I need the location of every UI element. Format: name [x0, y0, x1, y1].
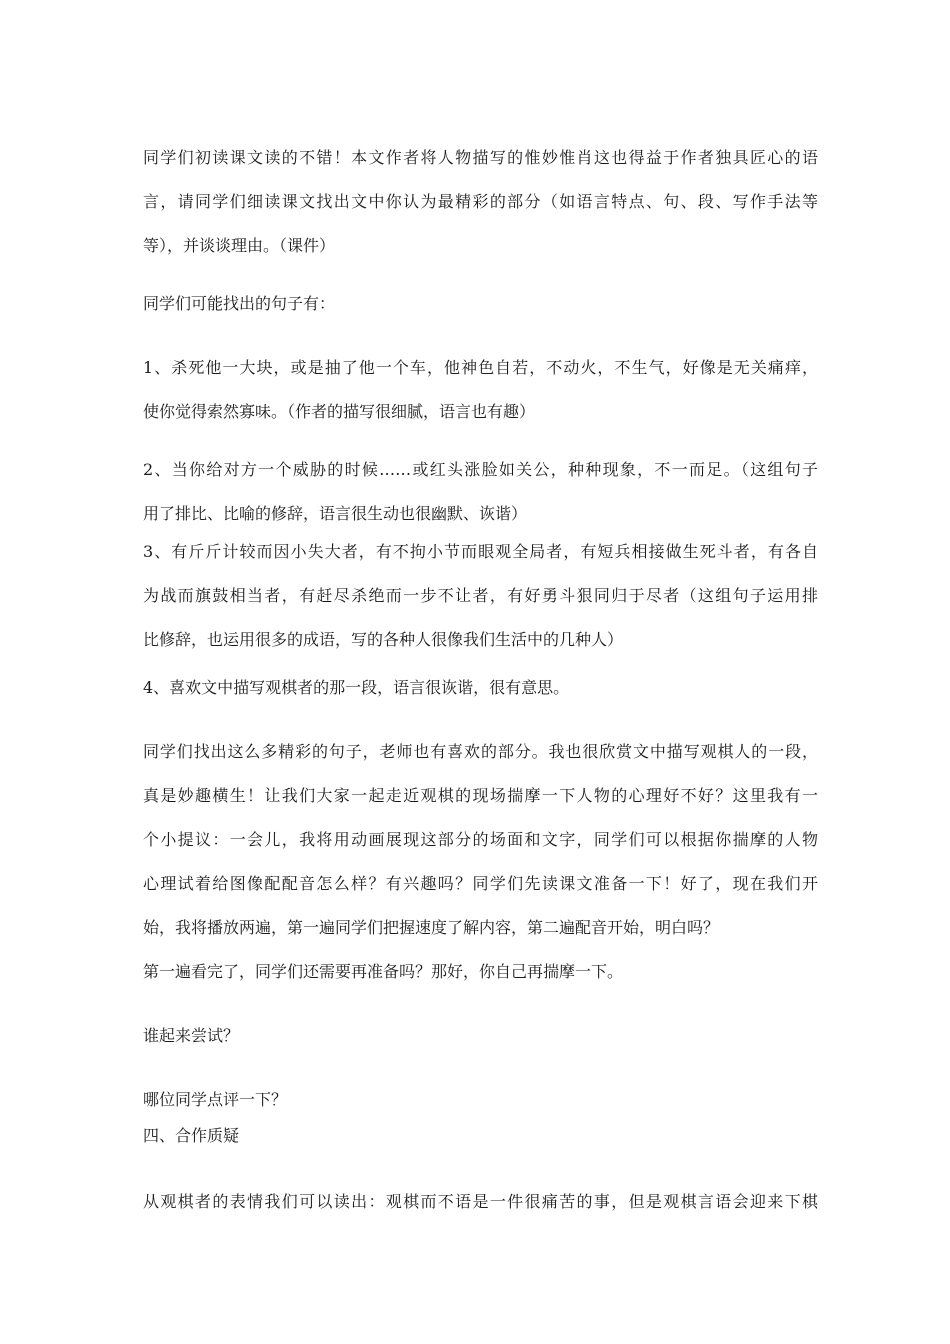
text-line: 4、喜欢文中描写观棋者的那一段，语言很诙谐，很有意思。 [143, 678, 570, 697]
text-line: 为战而旗鼓相当者，有赶尽杀绝而一步不让者，有好勇斗狠同归于尽者（这组句子运用排 [143, 586, 818, 605]
text-line: 真是妙趣横生！让我们大家一起走近观棋的现场揣摩一下人物的心理好不好？这里我有一 [143, 786, 818, 805]
text-line: 等），并谈谈理由。（课件） [143, 236, 336, 255]
text-line: 用了排比、比喻的修辞，语言很生动也很幽默、诙谐） [143, 504, 528, 523]
text-line: 哪位同学点评一下？ [143, 1090, 288, 1109]
text-line: 比修辞，也运用很多的成语，写的各种人很像我们生活中的几种人） [143, 630, 624, 649]
text-line: 2、当你给对方一个威胁的时候……或红头涨脸如关公，种种现象，不一而足。（这组句子 [143, 460, 818, 479]
paragraph-teacher-favorite [143, 730, 818, 950]
paragraph-item-2 [143, 448, 818, 536]
paragraph-observers [143, 1180, 818, 1224]
text-line: 第一遍看完了，同学们还需要再准备吗？那好，你自己再揣摩一下。 [143, 962, 624, 981]
paragraph-item-4 [143, 666, 818, 710]
text-line: 谁起来尝试？ [143, 1026, 240, 1045]
text-line: 心理试着给图像配配音怎么样？有兴趣吗？同学们先读课文准备一下！好了，现在我们开 [143, 874, 818, 893]
paragraph-possible-sentences [143, 282, 818, 326]
text-line: 始，我将播放两遍，第一遍同学们把握速度了解内容，第二遍配音开始，明白吗？ [143, 918, 720, 937]
text-line: 3、有斤斤计较而因小失大者，有不拘小节而眼观全局者，有短兵相接做生死斗者，有各自 [143, 542, 818, 561]
text-line: 同学们找出这么多精彩的句子，老师也有喜欢的部分。我也很欣赏文中描写观棋人的一段， [143, 742, 818, 761]
paragraph-item-1 [143, 346, 818, 434]
paragraph-who-tries [143, 1014, 818, 1058]
paragraph-intro [143, 136, 818, 268]
text-line: 1、杀死他一大块，或是抽了他一个车，他神色自若，不动火，不生气，好像是无关痛痒， [143, 358, 818, 377]
section-heading-cooperation [143, 1114, 818, 1158]
text-line: 言，请同学们细读课文找出文中你认为最精彩的部分（如语言特点、句、段、写作手法等 [143, 192, 818, 211]
paragraph-first-viewing [143, 950, 818, 994]
text-line: 个小提议：一会儿，我将用动画展现这部分的场面和文字，同学们可以根据你揣摩的人物 [143, 830, 818, 849]
text-line: 同学们可能找出的句子有： [143, 294, 336, 313]
text-line: 从观棋者的表情我们可以读出：观棋而不语是一件很痛苦的事，但是观棋言语会迎来下棋 [143, 1192, 818, 1211]
text-line: 同学们初读课文读的不错！本文作者将人物描写的惟妙惟肖这也得益于作者独具匠心的语 [143, 148, 818, 167]
section-heading: 四、合作质疑 [143, 1126, 240, 1145]
paragraph-item-3 [143, 530, 818, 662]
text-line: 使你觉得索然寡味。（作者的描写很细腻，语言也有趣） [143, 402, 536, 421]
